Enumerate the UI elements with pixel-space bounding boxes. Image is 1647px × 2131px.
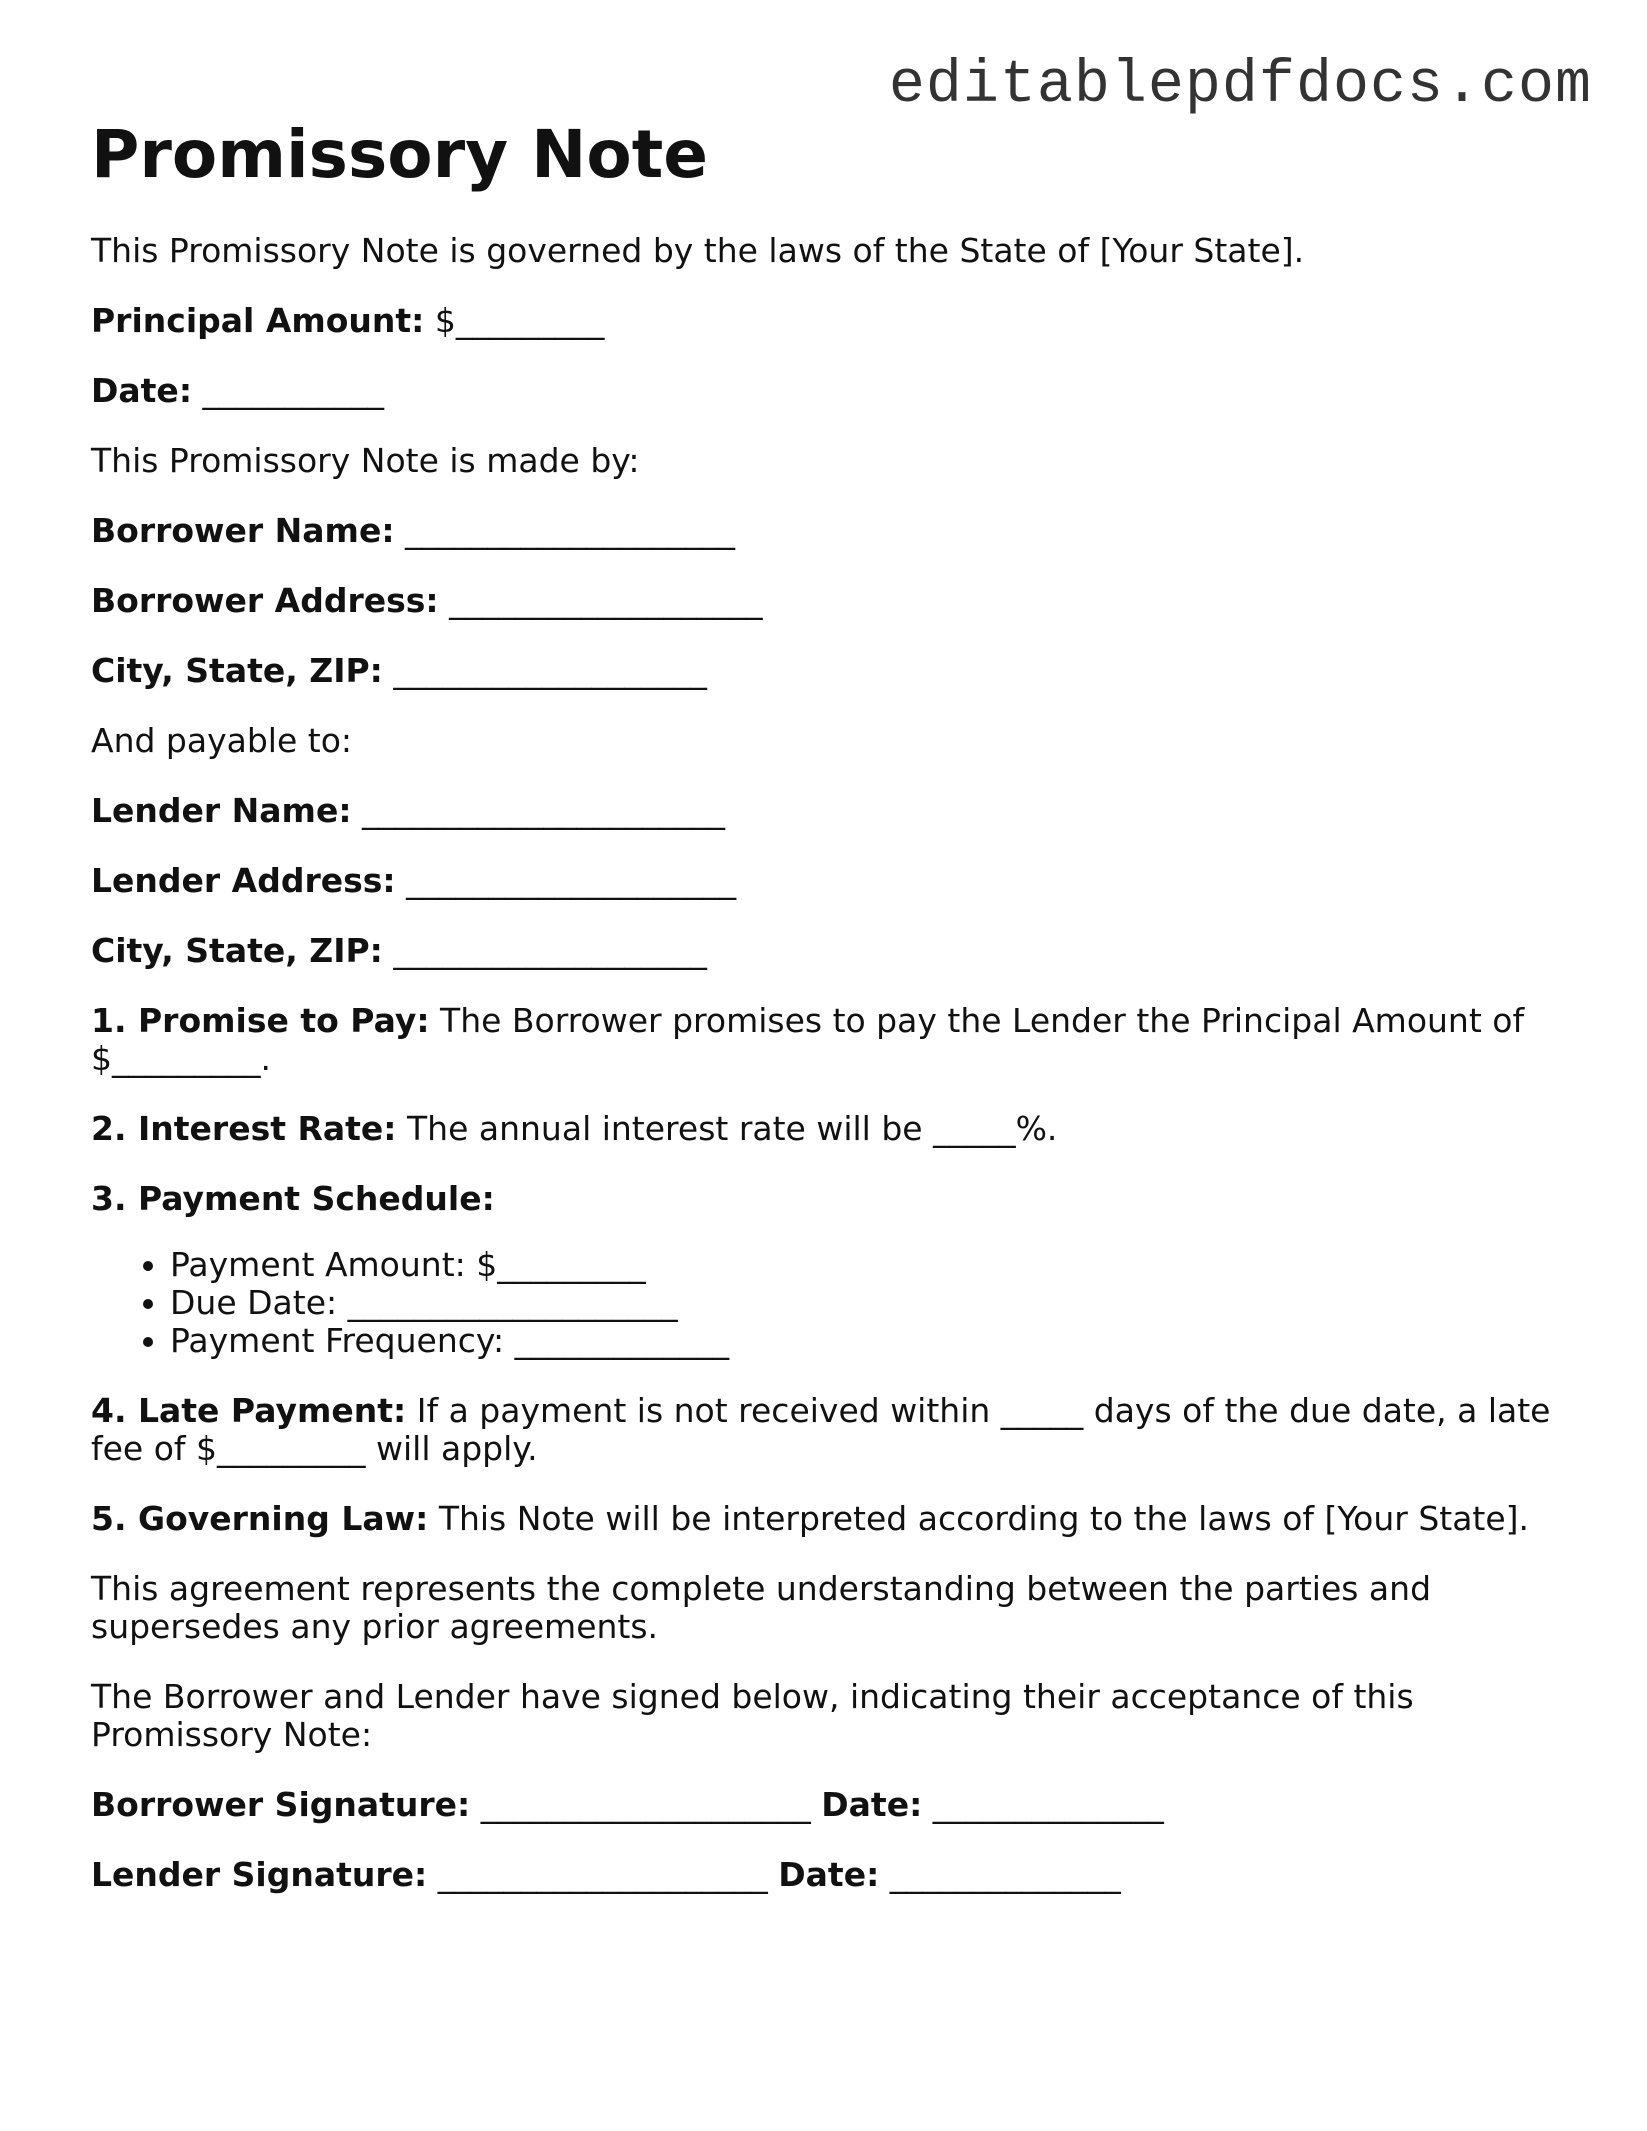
date-blank[interactable]: ___________ <box>202 371 385 411</box>
lender-address-label: Lender Address: <box>91 861 396 901</box>
principal-amount-label: Principal Amount: <box>91 301 425 341</box>
signed-below-paragraph: The Borrower and Lender have signed below, indicating their acceptance of this Promissory Note: <box>91 1677 1414 1755</box>
section-promise-to-pay <box>91 1002 1561 1078</box>
list-item: • Payment Amount: $_________ <box>170 1246 1561 1284</box>
borrower-city-label: City, State, ZIP: <box>91 651 383 691</box>
principal-amount-blank[interactable]: $_________ <box>434 301 605 341</box>
list-item: • Due Date: ____________________ <box>170 1284 1561 1322</box>
agreement-paragraph: This agreement represents the complete understanding between the parties and supersedes any prior agreements. <box>91 1569 1432 1647</box>
section-late-payment <box>91 1392 1561 1468</box>
borrower-city-blank[interactable]: ___________________ <box>393 651 707 691</box>
borrower-city-field <box>91 652 1561 690</box>
section-payment-schedule <box>91 1180 1561 1218</box>
borrower-address-blank[interactable]: ___________________ <box>449 581 763 621</box>
lender-city-blank[interactable]: ___________________ <box>393 931 707 971</box>
lender-signature-date-blank[interactable]: ______________ <box>889 1855 1121 1895</box>
borrower-signature-label: Borrower Signature: <box>91 1785 471 1825</box>
payable-to-text: And payable to: <box>91 721 353 761</box>
late-text: If a payment is not received within _____ days of the due date, a late fee of $_________ will apply. <box>91 1391 1551 1469</box>
lender-signature-label: Lender Signature: <box>91 1855 428 1895</box>
borrower-name-blank[interactable]: ____________________ <box>405 511 736 551</box>
document-body <box>91 115 1561 1926</box>
borrower-address-label: Borrower Address: <box>91 581 439 621</box>
date-field <box>91 372 1561 410</box>
interest-label: 2. Interest Rate: <box>91 1109 397 1149</box>
schedule-label: 3. Payment Schedule: <box>91 1179 495 1219</box>
late-label: 4. Late Payment: <box>91 1391 407 1431</box>
lender-signature-row <box>91 1856 1561 1894</box>
interest-text: The annual interest rate will be _____%. <box>407 1109 1058 1149</box>
intro-paragraph: This Promissory Note is governed by the laws of the State of [Your State]. <box>91 231 1305 271</box>
lender-signature-date-label: Date: <box>778 1855 880 1895</box>
lender-signature-blank[interactable]: ____________________ <box>437 1855 768 1895</box>
promise-text: The Borrower promises to pay the Lender the Principal Amount of $_________. <box>91 1001 1525 1079</box>
principal-amount-field <box>91 302 1561 340</box>
lender-name-field <box>91 792 1561 830</box>
borrower-address-field <box>91 582 1561 620</box>
section-governing-law <box>91 1500 1561 1538</box>
lender-address-blank[interactable]: ____________________ <box>406 861 737 901</box>
law-label: 5. Governing Law: <box>91 1499 429 1539</box>
document-title: Promissory Note <box>91 116 709 193</box>
lender-city-field <box>91 932 1561 970</box>
borrower-signature-blank[interactable]: ____________________ <box>480 1785 811 1825</box>
made-by-text: This Promissory Note is made by: <box>91 441 640 481</box>
lender-name-blank[interactable]: ______________________ <box>362 791 726 831</box>
borrower-name-field <box>91 512 1561 550</box>
borrower-signature-date-blank[interactable]: ______________ <box>932 1785 1164 1825</box>
site-watermark: editablepdfdocs.com <box>888 52 1592 120</box>
borrower-signature-date-label: Date: <box>821 1785 923 1825</box>
lender-address-field <box>91 862 1561 900</box>
lender-city-label: City, State, ZIP: <box>91 931 383 971</box>
borrower-signature-row <box>91 1786 1561 1824</box>
borrower-name-label: Borrower Name: <box>91 511 395 551</box>
law-text: This Note will be interpreted according to the laws of [Your State]. <box>438 1499 1530 1539</box>
payment-schedule-list <box>91 1246 1561 1360</box>
promise-label: 1. Promise to Pay: <box>91 1001 430 1041</box>
date-label: Date: <box>91 371 193 411</box>
section-interest-rate <box>91 1110 1561 1148</box>
list-item: • Payment Frequency: _____________ <box>170 1322 1561 1360</box>
lender-name-label: Lender Name: <box>91 791 352 831</box>
